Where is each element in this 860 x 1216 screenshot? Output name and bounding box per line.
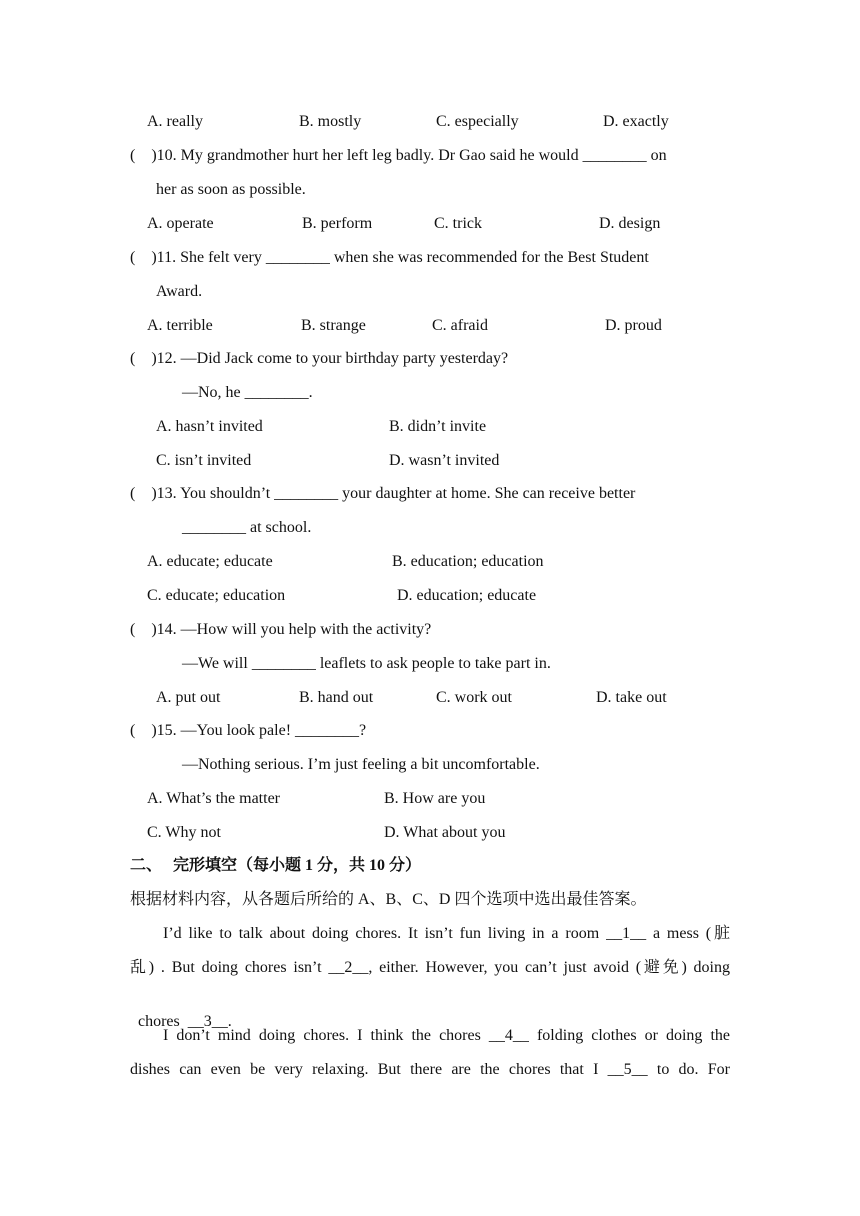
q13-option-d: D. education; educate — [397, 587, 537, 604]
q11-option-d: D. proud — [605, 317, 662, 334]
q14-option-b: B. hand out — [299, 689, 374, 706]
q9-option-b: B. mostly — [299, 113, 362, 130]
q15-option-d: D. What about you — [384, 824, 506, 841]
passage-line-4 — [130, 1026, 730, 1046]
q9-option-a: A. really — [147, 113, 203, 130]
passage-text: I don’t mind doing chores. I think the chores — [163, 1027, 481, 1044]
passage-line-2 — [130, 958, 730, 978]
q10-option-d: D. design — [599, 215, 661, 232]
q11-stem: ( )11. She felt very ________ when she was recommended for the Best Student — [130, 249, 649, 266]
passage-text: chores — [138, 1013, 180, 1030]
q11-option-c: C. afraid — [432, 317, 488, 334]
q13-option-a: A. educate; educate — [147, 553, 273, 570]
q9-option-d: D. exactly — [603, 113, 669, 130]
q14-option-c: C. work out — [436, 689, 512, 706]
passage-text: a mess (脏 — [652, 925, 731, 942]
q15-option-b: B. How are you — [384, 790, 486, 807]
passage-line-1 — [130, 924, 730, 944]
blank-3: __3__ — [187, 1013, 228, 1030]
q15-stem-cont: —Nothing serious. I’m just feeling a bit uncomfortable. — [182, 756, 540, 773]
blank-4: __4__ — [488, 1027, 529, 1044]
blank-5: __5__ — [607, 1061, 648, 1078]
q12-option-a: A. hasn’t invited — [156, 418, 263, 435]
q11-stem-cont: Award. — [156, 283, 203, 300]
section-number: 二、 — [130, 857, 163, 874]
passage-text: dishes can even be very relaxing. But there are the chores that I — [130, 1061, 599, 1078]
q12-option-d: D. wasn’t invited — [389, 452, 500, 469]
q10-stem: ( )10. My grandmother hurt her left leg badly. Dr Gao said he would ________ on — [130, 147, 667, 164]
passage-text: , either. However, you can’t just avoid (避免) doing — [368, 959, 731, 976]
passage-text: I’d like to talk about doing chores. It isn’t fun living in a room — [163, 925, 600, 942]
section-title: 完形填空（每小题 1 分，共 10 分） — [173, 857, 422, 874]
blank-1: __1__ — [606, 925, 647, 942]
q14-stem: ( )14. —How will you help with the activity? — [130, 621, 432, 638]
q11-option-a: A. terrible — [147, 317, 213, 334]
blank-2: __2__ — [328, 959, 369, 976]
passage-text: to do. For — [656, 1061, 731, 1078]
q12-stem: ( )12. —Did Jack come to your birthday party yesterday? — [130, 350, 509, 367]
q13-option-b: B. education; education — [392, 553, 544, 570]
q12-option-c: C. isn’t invited — [156, 452, 252, 469]
q11-option-b: B. strange — [301, 317, 366, 334]
q10-option-c: C. trick — [434, 215, 482, 232]
q14-stem-cont: —We will ________ leaflets to ask people to take part in. — [182, 655, 551, 672]
q12-option-b: B. didn’t invite — [389, 418, 487, 435]
q14-option-a: A. put out — [156, 689, 221, 706]
passage-text: . — [227, 1013, 232, 1030]
passage-text: folding clothes or doing the — [536, 1027, 731, 1044]
q9-option-c: C. especially — [436, 113, 519, 130]
section-instruction: 根据材料内容，从各题后所给的 A、B、C、D 四个选项中选出最佳答案。 — [130, 891, 647, 908]
q13-stem: ( )13. You shouldn’t ________ your daughter at home. She can receive better — [130, 485, 636, 502]
q13-option-c: C. educate; education — [147, 587, 286, 604]
passage-line-5 — [130, 1060, 730, 1080]
q14-option-d: D. take out — [596, 689, 667, 706]
q15-stem: ( )15. —You look pale! ________? — [130, 722, 367, 739]
q10-option-b: B. perform — [302, 215, 373, 232]
q10-stem-cont: her as soon as possible. — [156, 181, 306, 198]
q15-option-c: C. Why not — [147, 824, 221, 841]
q10-option-a: A. operate — [147, 215, 214, 232]
passage-text: 乱) . But doing chores isn’t — [130, 959, 322, 976]
q12-stem-cont: —No, he ________. — [182, 384, 313, 401]
q15-option-a: A. What’s the matter — [147, 790, 280, 807]
q13-stem-cont: ________ at school. — [182, 519, 312, 536]
